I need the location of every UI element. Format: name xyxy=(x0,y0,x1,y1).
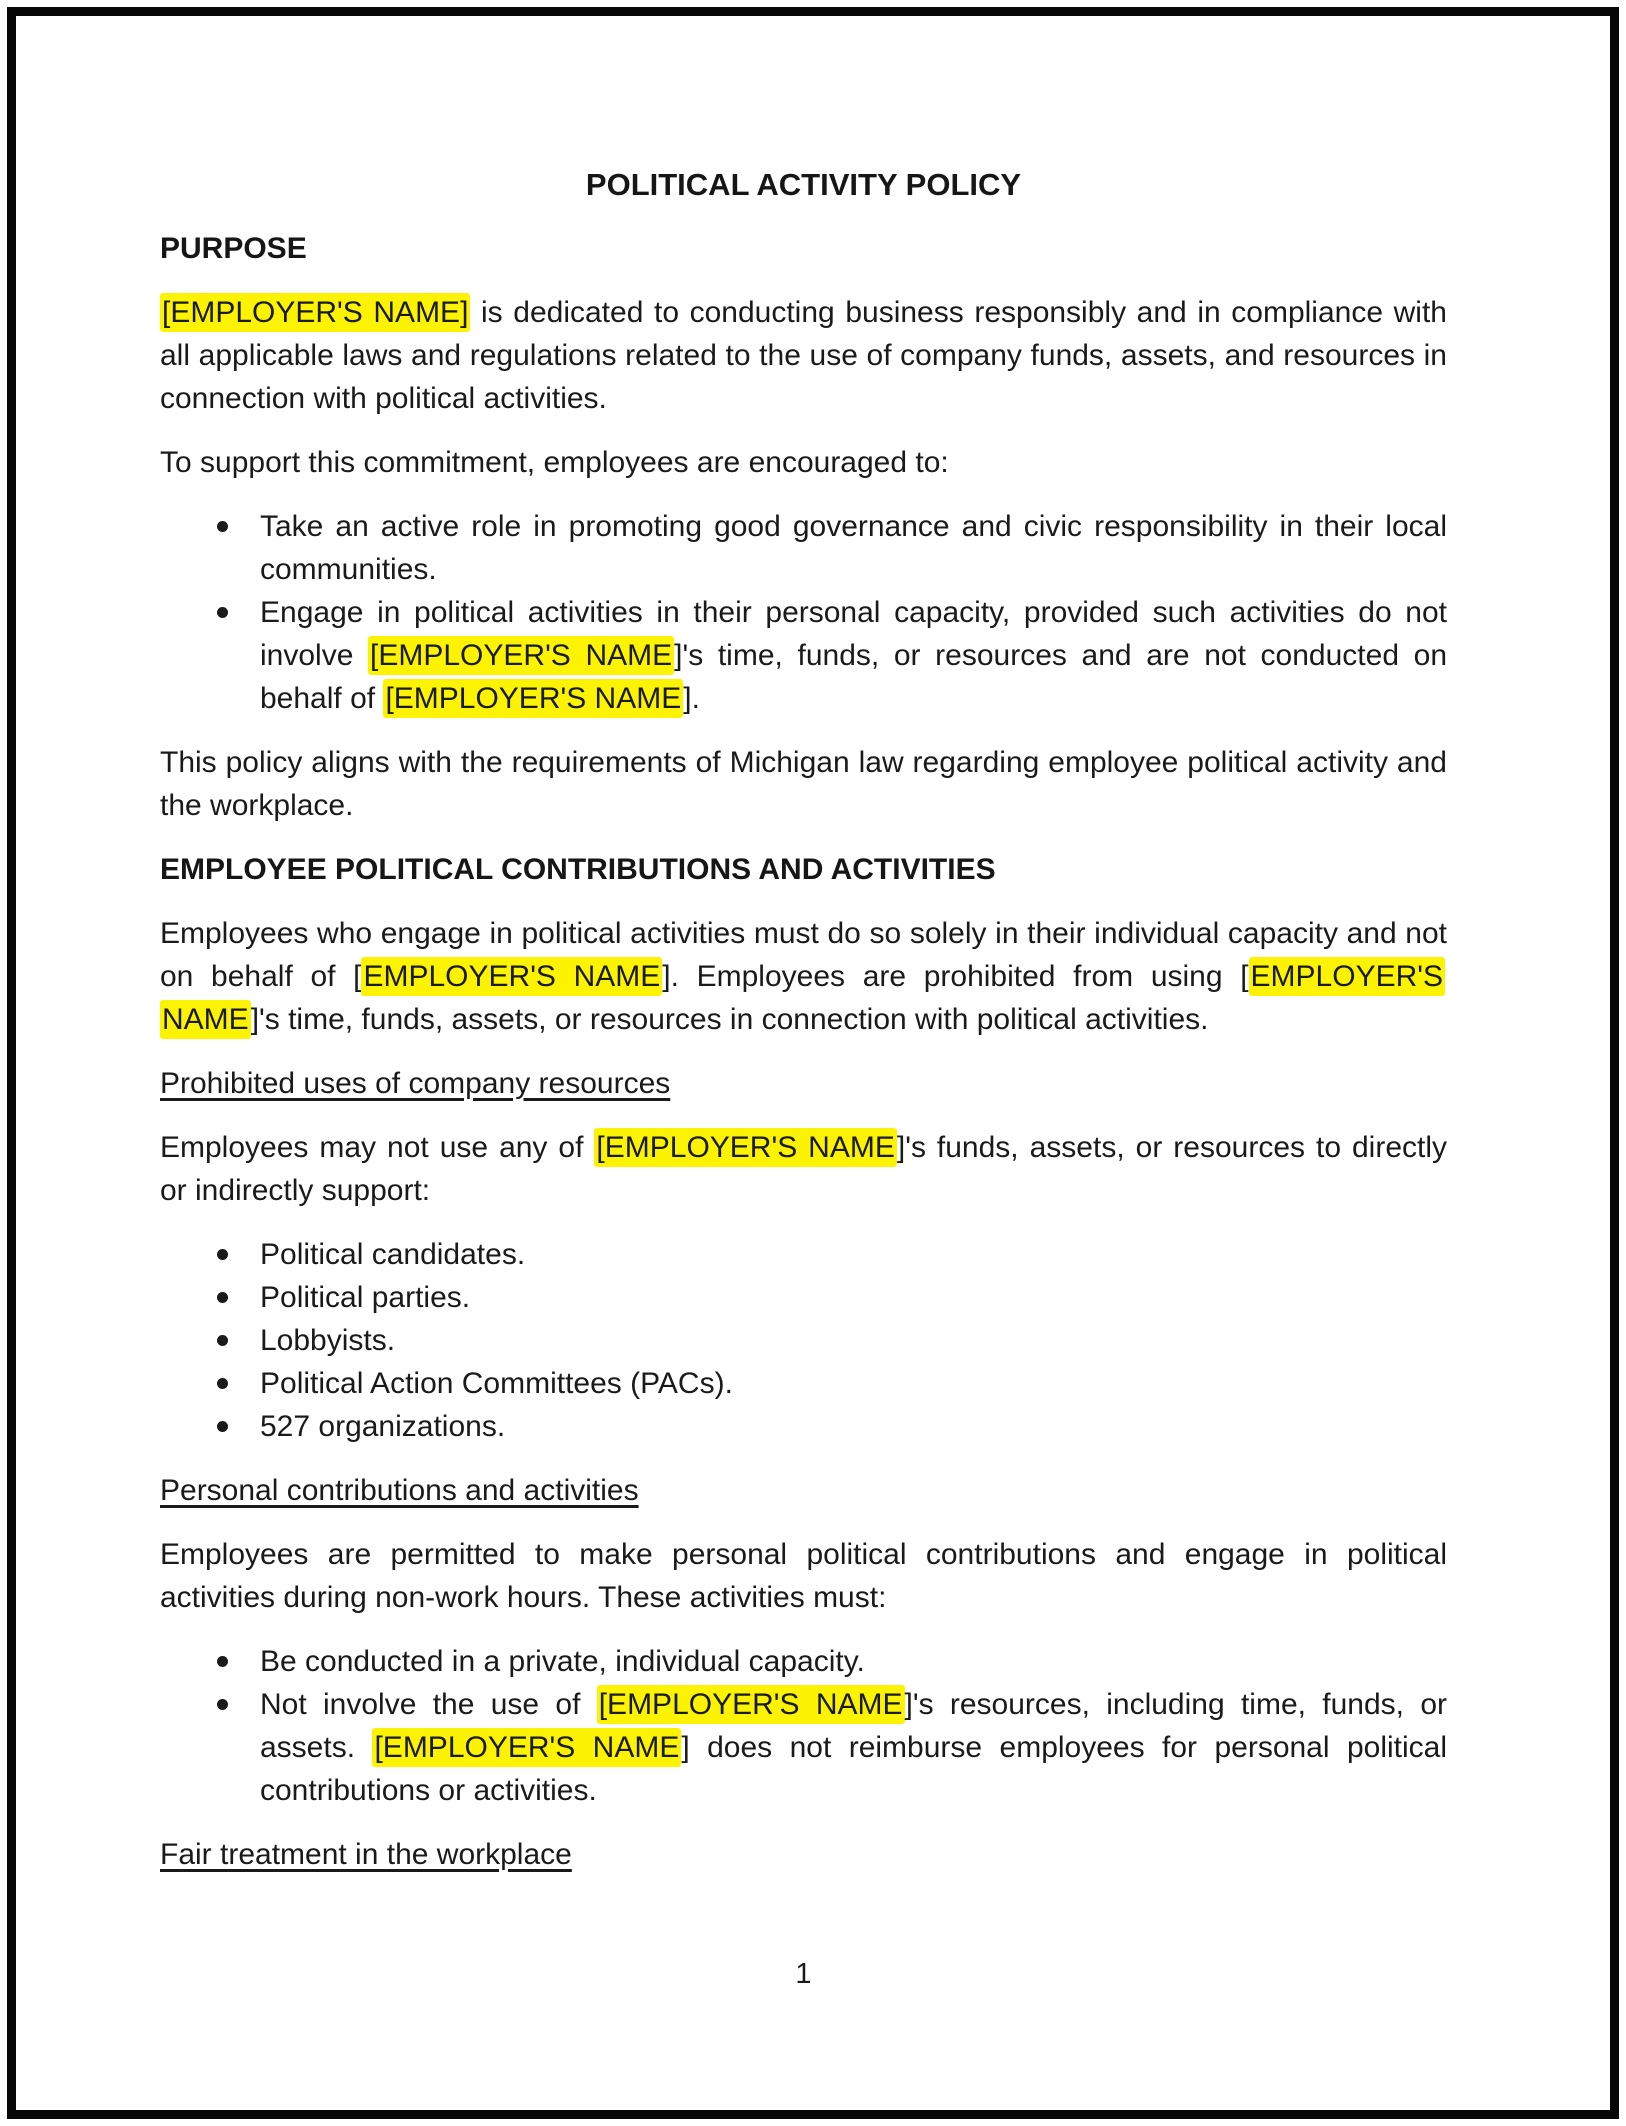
text-run: Political parties. xyxy=(260,1281,471,1314)
subheading-prohibited-uses: Prohibited uses of company resources xyxy=(160,1067,671,1100)
employer-name-placeholder: [EMPLOYER'S NAME xyxy=(383,679,683,718)
text-run: ]. xyxy=(683,682,700,715)
list-item xyxy=(160,1319,1447,1362)
text-run: Be conducted in a private, individual capacity. xyxy=(260,1645,865,1678)
list-item xyxy=(160,1640,1447,1683)
personal-activities-list xyxy=(160,1640,1447,1812)
page-number: 1 xyxy=(795,1958,812,1990)
text-run: Political Action Committees (PACs). xyxy=(260,1367,733,1400)
document-title: POLITICAL ACTIVITY POLICY xyxy=(585,167,1022,202)
employer-name-placeholder: [EMPLOYER'S NAME xyxy=(372,1728,681,1767)
text-run: ]'s resources, including time, funds, or assets. xyxy=(260,1688,1447,1764)
personal-contributions-paragraph xyxy=(160,1533,1447,1619)
encouraged-activities-list xyxy=(160,505,1447,720)
heading-employee-political-contributions: EMPLOYEE POLITICAL CONTRIBUTIONS AND ACTIVITIES xyxy=(160,853,996,886)
text-run: Employees may not use any of xyxy=(160,1131,595,1164)
text-run: To support this commitment, employees are encouraged to: xyxy=(160,446,949,479)
list-item xyxy=(160,1683,1447,1812)
text-run: Not involve the use of xyxy=(260,1688,597,1721)
policy-document-page xyxy=(160,163,1447,1897)
text-run: ]'s time, funds, assets, or resources in connection with political activities. xyxy=(250,1003,1209,1036)
heading-purpose: PURPOSE xyxy=(160,232,307,265)
text-run: This policy aligns with the requirements of Michigan law regarding employee political activity and the workplace. xyxy=(160,746,1447,822)
intro-paragraph xyxy=(160,291,1447,420)
employer-name-placeholder: EMPLOYER'S NAME xyxy=(361,957,662,996)
list-item xyxy=(160,1405,1447,1448)
text-run: ]. Employees are prohibited from using [ xyxy=(662,960,1249,993)
list-item xyxy=(160,505,1447,591)
list-item xyxy=(160,1362,1447,1405)
text-run: Lobbyists. xyxy=(260,1324,396,1357)
michigan-law-paragraph xyxy=(160,741,1447,827)
employer-name-placeholder: [EMPLOYER'S NAME xyxy=(594,1128,896,1167)
employer-name-placeholder: [EMPLOYER'S NAME] xyxy=(160,293,470,332)
text-run: Political candidates. xyxy=(260,1238,526,1271)
text-run: Engage in political activities in their personal capacity, provided such activities do not involve xyxy=(260,596,1447,672)
text-run: ]'s time, funds, or resources and are not conducted on behalf of xyxy=(260,639,1448,715)
employer-name-placeholder: [EMPLOYER'S NAME xyxy=(597,1685,905,1724)
list-item xyxy=(160,1276,1447,1319)
text-run: 527 organizations. xyxy=(260,1410,506,1443)
text-run: ]'s funds, assets, or resources to directly or indirectly support: xyxy=(160,1131,1448,1207)
text-run: Take an active role in promoting good governance and civic responsibility in their local communities. xyxy=(260,510,1447,586)
employer-name-placeholder: [EMPLOYER'S NAME xyxy=(368,636,674,675)
commitment-paragraph xyxy=(160,441,1447,484)
prohibited-uses-paragraph xyxy=(160,1126,1447,1212)
employer-name-placeholder: EMPLOYER'S NAME xyxy=(160,957,1445,1039)
text-run: ] does not reimburse employees for personal political contributions or activities. xyxy=(260,1731,1448,1807)
prohibited-recipients-list xyxy=(160,1233,1447,1448)
text-run: is dedicated to conducting business responsibly and in compliance with all applicable laws and regulations related to the use of company funds, assets, and resources in connection with political activities. xyxy=(160,296,1447,415)
list-item xyxy=(160,1233,1447,1276)
list-item xyxy=(160,591,1447,720)
text-run: Employees are permitted to make personal political contributions and engage in political activities during non-work hours. These activities must: xyxy=(160,1538,1447,1614)
subheading-personal-contributions: Personal contributions and activities xyxy=(160,1474,639,1507)
individual-capacity-paragraph xyxy=(160,912,1447,1041)
text-run: Employees who engage in political activities must do so solely in their individual capacity and not on behalf of [ xyxy=(160,917,1447,993)
subheading-fair-treatment: Fair treatment in the workplace xyxy=(160,1838,572,1871)
